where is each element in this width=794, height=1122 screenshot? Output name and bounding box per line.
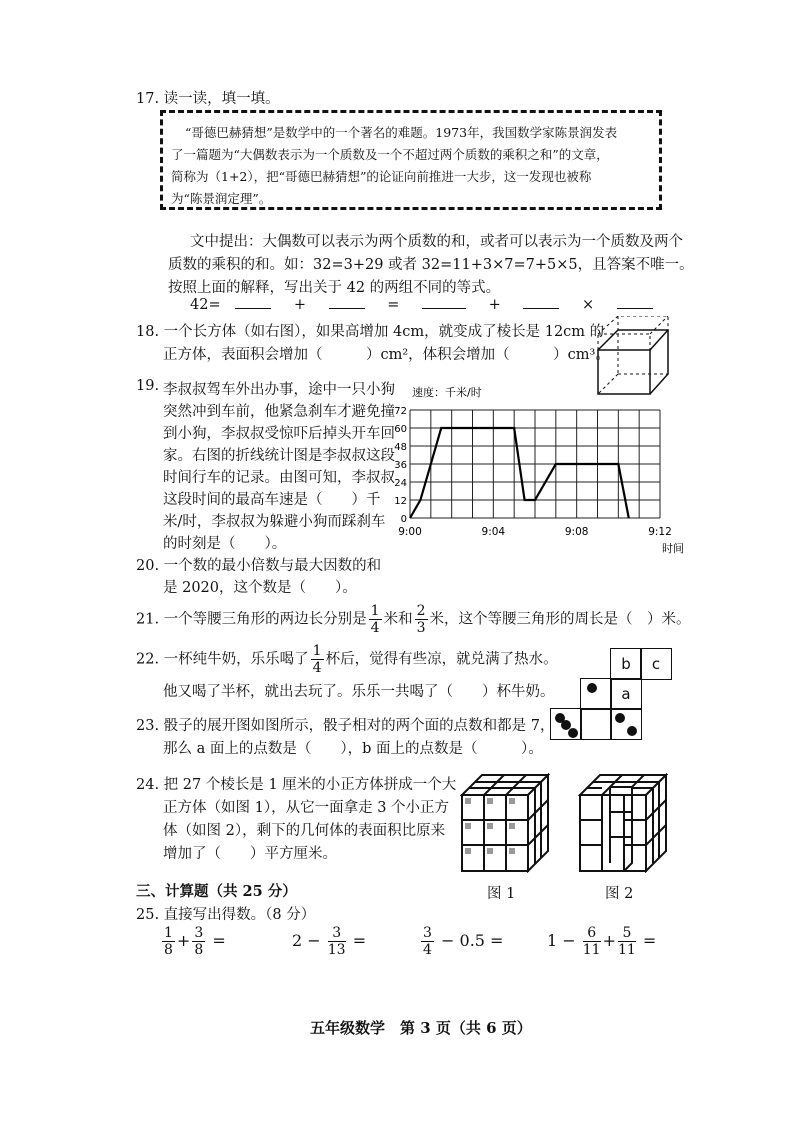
q20-line1: 20. 一个数的最小倍数与最大因数的和 (136, 558, 382, 574)
speed-series-line (410, 428, 629, 518)
fraction (311, 644, 324, 675)
q23-line1: 23. 骰子的展开图如图所示，骰子相对的两个面的点数和都是 7， (136, 718, 555, 734)
q24-line: 24. 把 27 个棱长是 1 厘米的小正方体拼成一个大 (136, 777, 457, 793)
numerator: 5 (618, 926, 636, 942)
dice-face-blank (580, 708, 612, 740)
x-tick-label: 9:12 (648, 526, 672, 538)
chart-x-axis-label: 时间 (662, 542, 684, 555)
plus-sign: + (293, 297, 306, 313)
cube-figure-2 (578, 773, 668, 873)
answer-blank[interactable] (329, 296, 365, 309)
q24-line: 体（如图 2），剩下的几何体的表面积比原来 (163, 823, 446, 839)
q19-line: 李叔叔驾车外出办事，途中一只小狗 (163, 382, 395, 398)
q22-line2: 他又喝了半杯，就出去玩了。乐乐一共喝了（ ）杯牛奶。 (163, 684, 555, 700)
denominator: 8 (194, 942, 204, 958)
equals-sign: = (642, 931, 657, 950)
q17-text: 文中提出：大偶数可以表示为两个质数的和，或者可以表示为一个质数及两个 (190, 234, 683, 250)
q18-line2: 正方体，表面积会增加（ ）cm²，体积会增加（ ）cm³。 (163, 347, 610, 363)
q19-line: 这段时间的最高车速是（ ）千 (163, 492, 381, 508)
quote-line: 为“陈景润定理”。 (171, 191, 272, 206)
expression-prefix: 2 − (292, 931, 321, 950)
times-sign: × (581, 297, 595, 313)
q19-line: 突然冲到车前，他紧急刹车才避免撞 (163, 404, 395, 420)
figure-1-label: 图 1 (487, 886, 516, 902)
question-17-title: 17. 读一读，填一填。 (136, 91, 280, 107)
fraction (618, 926, 636, 957)
expression-2 (292, 926, 366, 957)
denominator: 11 (582, 942, 601, 958)
y-tick-label: 48 (394, 442, 407, 453)
q22-pre: 22. 一杯纯牛奶，乐乐喝了 (136, 651, 309, 668)
fraction (369, 604, 382, 635)
q24-line: 正方体（如图 1），从它一面拿走 3 个小正方 (163, 800, 450, 816)
section-3-heading: 三、计算题（共 25 分） (136, 883, 297, 900)
denominator: 4 (423, 942, 432, 958)
x-tick-label: 9:08 (564, 526, 589, 538)
q17-text: 质数的乘积的和。如：32=3+29 或者 32=11+3×7=7+5×5，且答案不唯一。 (168, 257, 694, 273)
y-tick-label: 0 (400, 514, 407, 525)
q24-line: 增加了（ ）平方厘米。 (163, 846, 337, 862)
fraction (421, 926, 434, 957)
face-label: c (651, 655, 661, 673)
fraction (415, 604, 428, 635)
q23-line2: 那么 a 面上的点数是（ ），b 面上的点数是（ ）。 (163, 741, 543, 757)
fraction (192, 926, 205, 957)
numerator: 2 (416, 603, 426, 619)
denominator: 3 (416, 620, 426, 636)
numerator: 3 (194, 925, 204, 941)
q19-line: 的时刻是（ ）。 (163, 536, 287, 552)
expression-3 (419, 926, 503, 957)
operator: + (602, 931, 616, 950)
q20-line2: 是 2020，这个数是（ ）。 (163, 580, 357, 596)
fraction (328, 926, 346, 957)
expression-4 (547, 926, 656, 957)
denominator: 4 (370, 620, 380, 636)
pip (568, 728, 578, 738)
denominator: 4 (312, 660, 322, 676)
answer-blank[interactable] (617, 296, 653, 309)
dice-face-b (610, 648, 642, 680)
quote-line: 简称为（1+2），把“哥德巴赫猜想”的论证向前推进一大步，这一发现也被称 (171, 169, 592, 184)
face-label: a (621, 685, 631, 703)
numerator: 6 (583, 926, 601, 942)
figure-2-label: 图 2 (605, 886, 634, 902)
q19-line: 家。右图的折线统计图是李叔叔这段 (163, 448, 395, 464)
plus-sign: + (488, 297, 501, 313)
pip (627, 726, 637, 736)
dice-face-two-dots (610, 708, 642, 740)
q18-line1: 18. 一个长方体（如右图），如果高增加 4cm，就变成了棱长是 12cm 的 (136, 324, 605, 340)
dice-face-one-dot (580, 678, 612, 710)
q19-line: 米/时，李叔叔为躲避小狗而踩刹车 (163, 514, 386, 530)
denominator: 11 (618, 942, 636, 958)
expression-1 (160, 926, 226, 957)
q21 (136, 604, 691, 635)
q19-number: 19. (136, 378, 160, 394)
y-tick-label: 12 (394, 496, 407, 507)
numerator: 1 (312, 643, 322, 659)
dice-face-c (640, 648, 672, 680)
fraction (583, 926, 601, 957)
dice-face-a (610, 678, 642, 710)
q19-line: 时间行车的记录。由图可知，李叔叔 (163, 470, 395, 486)
operator: + (176, 931, 191, 950)
q17-equation (190, 296, 657, 313)
answer-blank[interactable] (523, 296, 559, 309)
quote-box (160, 110, 662, 210)
numerator: 3 (328, 926, 346, 942)
cube-figure-1 (460, 773, 550, 873)
quote-line: “哥德巴赫猜想”是数学中的一个著名的难题。1973年，我国数学家陈景润发表 (185, 125, 618, 140)
numerator: 3 (423, 925, 432, 941)
page-footer: 五年级数学 第 3 页（共 6 页） (310, 1019, 532, 1037)
y-tick-label: 60 (394, 424, 407, 435)
q21-mid: 米和 (383, 611, 413, 628)
pip (615, 713, 625, 723)
expression-suffix: − 0.5 = (441, 931, 504, 950)
q21-pre: 21. 一个等腰三角形的两边长分别是 (136, 611, 367, 628)
quote-line: 了一篇题为“大偶数表示为一个质数及一个不超过两个质数的乘积之和”的文章， (171, 147, 609, 162)
x-tick-label: 9:00 (398, 526, 422, 538)
q21-post: 米，这个等腰三角形的周长是（ ）米。 (429, 611, 691, 628)
denominator: 13 (327, 942, 346, 958)
q19-line: 到小狗，李叔叔受惊吓后掉头开车回 (163, 426, 395, 442)
y-tick-label: 72 (394, 406, 407, 417)
eq-lhs: 42= (190, 297, 221, 313)
equals-sign: = (212, 931, 226, 950)
pip (587, 683, 597, 693)
numerator: 1 (164, 925, 173, 941)
q17-text: 按照上面的解释，写出关于 42 的两组不同的等式。 (168, 280, 501, 296)
y-tick-label: 24 (394, 478, 407, 489)
q22-post: 杯后，觉得有些凉，就兑满了热水。 (325, 651, 558, 668)
numerator: 1 (370, 603, 380, 619)
denominator: 8 (164, 942, 173, 958)
q25-title: 25. 直接写出得数。（8 分） (136, 907, 316, 923)
q22-line1 (136, 644, 558, 675)
speed-line-chart (392, 380, 692, 560)
fraction (162, 926, 175, 957)
equals-sign: = (352, 931, 367, 950)
chart-y-axis-label: 速度：千米/时 (412, 386, 482, 399)
answer-blank[interactable] (235, 296, 271, 309)
y-tick-label: 36 (394, 460, 407, 471)
expression-prefix: 1 − (547, 931, 576, 950)
answer-blank[interactable] (422, 296, 466, 309)
equals-sign: = (387, 297, 400, 313)
face-label: b (621, 655, 631, 673)
x-tick-label: 9:04 (481, 526, 506, 538)
